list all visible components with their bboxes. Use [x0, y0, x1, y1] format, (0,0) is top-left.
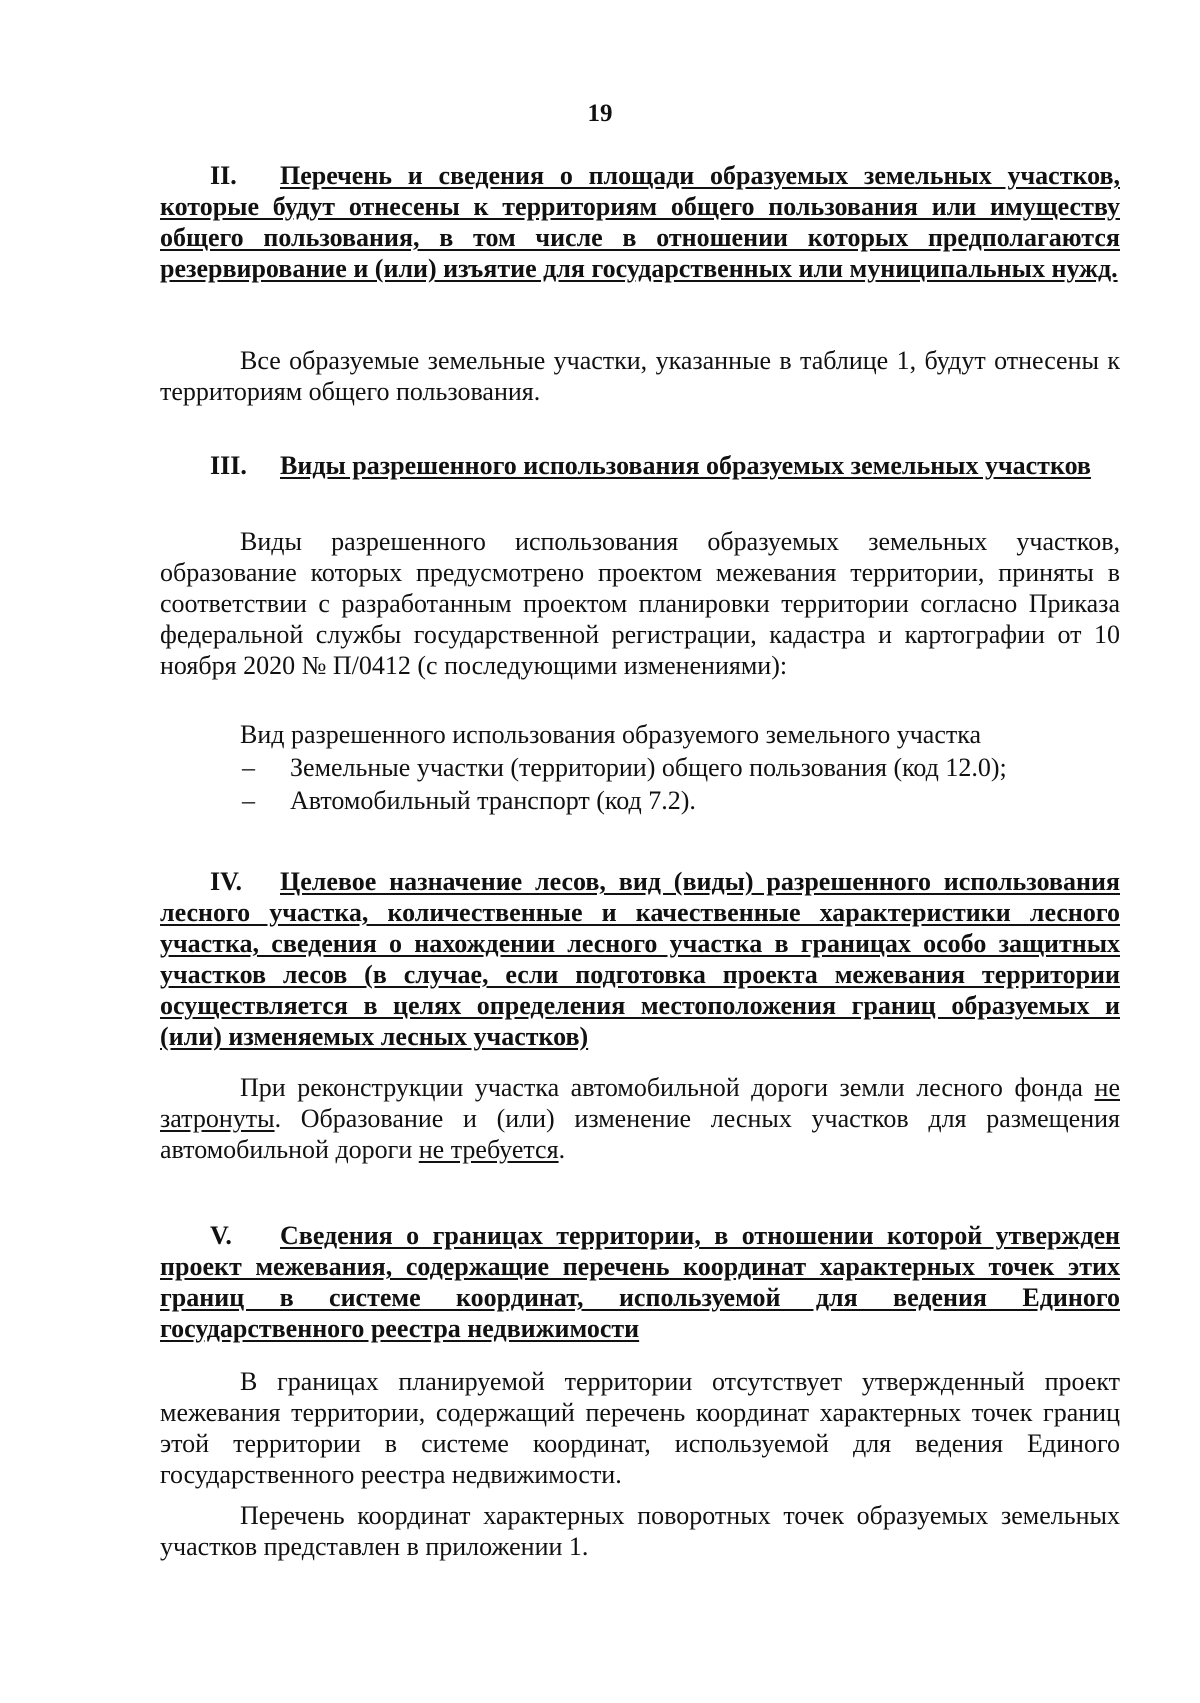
section-5-heading	[160, 1220, 1120, 1344]
section-2-paragraph: Все образуемые земельные участки, указанные в таблице 1, будут отнесены к территориям общего пользования.	[160, 346, 1120, 406]
list-item	[160, 785, 1120, 816]
section-2-heading	[160, 160, 1120, 284]
section-5-paragraph: В границах планируемой территории отсутствует утвержденный проект межевания территории, содержащий перечень координат характерных точек границ этой территории в системе координат, используемой для ведения Единого государственного реестра недвижимости.	[160, 1367, 1120, 1489]
paragraph-text: . Образование и (или) изменение лесных участков для размещения автомобильной дороги	[160, 1104, 1120, 1164]
paragraph-text: При реконструкции участка автомобильной дороги земли лесного фонда	[240, 1073, 1095, 1102]
dash-marker: –	[242, 786, 255, 815]
section-3-list-intro: Вид разрешенного использования образуемого земельного участка	[240, 720, 981, 749]
paragraph-text: .	[558, 1135, 566, 1164]
section-2-title: Перечень и сведения о площади образуемых земельных участков, которые будут отнесены к территориям общего пользования или имуществу общего пользования, в том числе в отношении которых предполагаются резервирование и (или) изъятие для государственных или муниципальных нужд.	[160, 161, 1120, 283]
section-5-number: V.	[210, 1221, 232, 1250]
section-3-heading	[160, 450, 1120, 481]
section-3-title: Виды разрешенного использования образуемых земельных участков	[280, 451, 1091, 480]
section-3-number: III.	[210, 451, 247, 480]
list-item	[160, 752, 1120, 783]
dash-marker: –	[242, 753, 255, 782]
section-5-title: Сведения о границах территории, в отношении которой утвержден проект межевания, содержащие перечень координат характерных точек этих границ в системе координат, используемой для ведения Единого государственного реестра недвижимости	[160, 1221, 1120, 1343]
list-item-text: Земельные участки (территории) общего пользования (код 12.0);	[290, 753, 1007, 782]
underlined-text: не требуется	[418, 1135, 559, 1164]
section-4-heading	[160, 866, 1120, 1052]
underlined-text: не затронуты	[160, 1073, 1120, 1133]
section-4-title: Целевое назначение лесов, вид (виды) разрешенного использования лесного участка, количественные и качественные характеристики лесного участка, сведения о нахождении лесного участка в границах особо защитных участков лесов (в случае, если подготовка проекта межевания территории осуществляется в целях определения местоположения границ образуемых и (или) изменяемых лесных участков)	[160, 867, 1120, 1051]
section-2-number: II.	[210, 161, 237, 190]
section-5-paragraph-2: Перечень координат характерных поворотных точек образуемых земельных участков представлен в приложении 1.	[160, 1501, 1120, 1561]
section-3-paragraph: Виды разрешенного использования образуемых земельных участков, образование которых предусмотрено проектом межевания территории, приняты в соответствии с разработанным проектом планировки территории согласно Приказа федеральной службы государственной регистрации, кадастра и картографии от 10 ноября 2020 № П/0412 (с последующими изменениями):	[160, 527, 1120, 680]
section-4-paragraph	[160, 1072, 1120, 1165]
section-4-number: IV.	[210, 867, 243, 896]
page-number: 19	[587, 100, 613, 127]
list-item-text: Автомобильный транспорт (код 7.2).	[290, 786, 696, 815]
